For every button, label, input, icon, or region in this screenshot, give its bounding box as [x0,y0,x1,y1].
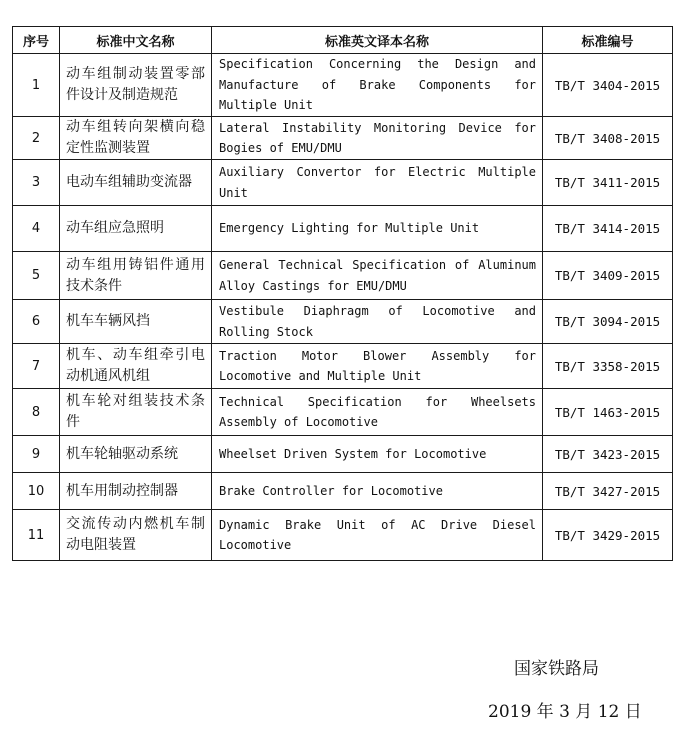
row-english-name: General Technical Specification of Aluminum Alloy Castings for EMU/DMU [212,252,543,300]
table-row [13,160,673,206]
row-serial-number: 2 [13,117,60,160]
issue-date: 2019 年 3 月 12 日 [488,702,642,722]
row-chinese-name: 动车组用铸铝件通用技术条件 [60,252,212,300]
row-standard-code: TB/T 3408-2015 [543,117,673,160]
row-english-name: Technical Specification for Wheelsets Assembly of Locomotive [212,389,543,436]
row-standard-code: TB/T 3404-2015 [543,54,673,117]
row-standard-code: TB/T 3414-2015 [543,206,673,252]
row-serial-number: 7 [13,344,60,389]
row-english-name: Auxiliary Convertor for Electric Multiple Unit [212,160,543,206]
table-header-row [13,27,673,54]
row-english-name: Vestibule Diaphragm of Locomotive and Rolling Stock [212,300,543,344]
row-chinese-name: 动车组制动装置零部件设计及制造规范 [60,54,212,117]
row-english-name: Emergency Lighting for Multiple Unit [212,206,543,252]
row-serial-number: 8 [13,389,60,436]
row-english-name: Brake Controller for Locomotive [212,473,543,510]
table-row [13,473,673,510]
header-chinese-name: 标准中文名称 [60,27,212,54]
row-english-name: Lateral Instability Monitoring Device for Bogies of EMU/DMU [212,117,543,160]
header-serial-number: 序号 [13,27,60,54]
row-standard-code: TB/T 3409-2015 [543,252,673,300]
table-row [13,510,673,561]
row-chinese-name: 机车用制动控制器 [60,473,212,510]
row-chinese-name: 交流传动内燃机车制动电阻装置 [60,510,212,561]
table-row [13,344,673,389]
table-row [13,300,673,344]
table-row [13,252,673,300]
header-standard-code: 标准编号 [543,27,673,54]
row-serial-number: 1 [13,54,60,117]
row-standard-code: TB/T 3427-2015 [543,473,673,510]
row-serial-number: 9 [13,436,60,473]
table-row [13,117,673,160]
row-chinese-name: 机车车辆风挡 [60,300,212,344]
row-standard-code: TB/T 3358-2015 [543,344,673,389]
table-row [13,206,673,252]
row-serial-number: 3 [13,160,60,206]
row-serial-number: 11 [13,510,60,561]
row-standard-code: TB/T 3429-2015 [543,510,673,561]
row-english-name: Wheelset Driven System for Locomotive [212,436,543,473]
row-serial-number: 6 [13,300,60,344]
header-english-name: 标准英文译本名称 [212,27,543,54]
row-english-name: Traction Motor Blower Assembly for Locomotive and Multiple Unit [212,344,543,389]
row-chinese-name: 机车轮对组装技术条件 [60,389,212,436]
row-standard-code: TB/T 3094-2015 [543,300,673,344]
row-serial-number: 10 [13,473,60,510]
table-row [13,54,673,117]
row-chinese-name: 机车轮轴驱动系统 [60,436,212,473]
row-chinese-name: 动车组转向架横向稳定性监测装置 [60,117,212,160]
row-chinese-name: 机车、动车组牵引电动机通风机组 [60,344,212,389]
table-row [13,389,673,436]
table-row [13,436,673,473]
row-serial-number: 5 [13,252,60,300]
row-english-name: Dynamic Brake Unit of AC Drive Diesel Locomotive [212,510,543,561]
row-serial-number: 4 [13,206,60,252]
row-standard-code: TB/T 1463-2015 [543,389,673,436]
row-chinese-name: 电动车组辅助变流器 [60,160,212,206]
row-english-name: Specification Concerning the Design and Manufacture of Brake Components for Multiple Unit [212,54,543,117]
standards-table [12,26,673,561]
row-standard-code: TB/T 3411-2015 [543,160,673,206]
issuing-organization: 国家铁路局 [514,659,599,679]
row-standard-code: TB/T 3423-2015 [543,436,673,473]
row-chinese-name: 动车组应急照明 [60,206,212,252]
